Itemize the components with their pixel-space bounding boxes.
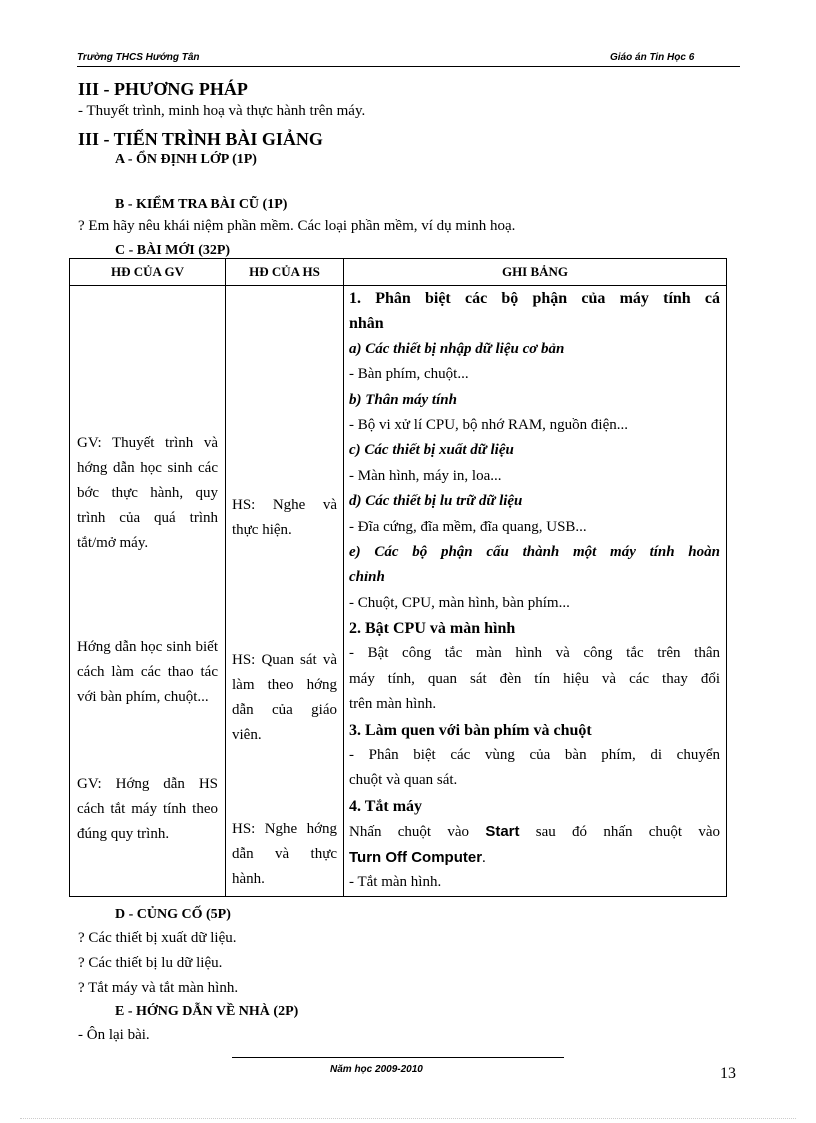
section-e-title: E - HỚNG DẪN VỀ NHÀ (2P) — [115, 1004, 299, 1019]
ghi-bang-a-text: - Bàn phím, chuột... — [349, 366, 469, 383]
ghi-bang-s4-line2 — [349, 845, 720, 870]
ghi-bang-e-line1: e) Các bộ phận cấu thành một máy tính hoàn — [349, 543, 720, 560]
ghi-bang-c-title: c) Các thiết bị xuất dữ liệu — [349, 442, 514, 459]
section-method-text: - Thuyết trình, minh hoạ và thực hành trên máy. — [78, 103, 366, 119]
ghi-bang-b-title: b) Thân máy tính — [349, 391, 457, 408]
table-header-gv: HĐ CỦA GV — [70, 259, 226, 286]
ghi-bang-s3-line1: - Phân biệt các vùng của bàn phím, di chuyển — [349, 747, 720, 764]
section-process-title: III - TIẾN TRÌNH BÀI GIẢNG — [78, 129, 323, 149]
section-a-title: A - ỔN ĐỊNH LỚP (1P) — [115, 152, 257, 167]
page-number: 13 — [720, 1065, 736, 1082]
page-bottom-edge — [20, 1118, 796, 1119]
section-c-title: C - BÀI MỚI (32P) — [115, 243, 231, 258]
ghi-bang-d-title: d) Các thiết bị lu trữ dữ liệu — [349, 493, 523, 510]
footer-rule — [232, 1057, 564, 1058]
section-b-question: ? Em hãy nêu khái niệm phần mềm. Các loại phần mềm, ví dụ minh hoạ. — [78, 218, 516, 234]
ghi-bang-s1-line2: nhân — [349, 315, 384, 333]
ghi-bang-e-line2: chỉnh — [349, 569, 385, 586]
ghi-bang-column — [344, 286, 727, 897]
gv-activity-3: GV: Hớng dẫn HS cách tắt máy tính theo đúng quy trình. — [77, 776, 218, 842]
gv-activity-1: GV: Thuyết trình và hớng dẫn học sinh các bớc thực hành, quy trình của quá trình tắt/mở máy. — [77, 435, 218, 551]
d-item-3: ? Tắt máy và tắt màn hình. — [78, 980, 239, 996]
gv-activity-2: Hớng dẫn học sinh biết cách làm các thao tác với bàn phím, chuột... — [77, 639, 218, 705]
ghi-bang-s4-last: - Tắt màn hình. — [349, 873, 442, 890]
ghi-bang-content — [349, 286, 720, 895]
header-subject: Giáo án Tin Học 6 — [610, 52, 695, 63]
lesson-table — [69, 258, 727, 897]
section-d-title: D - CỦNG CỐ (5P) — [115, 907, 231, 922]
ghi-bang-c-text: - Màn hình, máy in, loa... — [349, 467, 502, 484]
ghi-bang-s4-line1 — [349, 819, 720, 844]
ghi-bang-s2-line2: máy tính, quan sát đèn tín hiệu và các thay đổi — [349, 670, 720, 687]
ghi-bang-d-text: - Đĩa cứng, đĩa mềm, đĩa quang, USB... — [349, 518, 587, 535]
ghi-bang-s2-title: 2. Bật CPU và màn hình — [349, 620, 516, 638]
table-header-ghi-bang: GHI BẢNG — [344, 259, 727, 286]
d-item-1: ? Các thiết bị xuất dữ liệu. — [78, 930, 237, 946]
turn-off-keyword: Turn Off Computer — [349, 848, 483, 866]
hs-activity-1: HS: Nghe và thực hiện. — [232, 497, 337, 538]
section-b-title: B - KIỂM TRA BÀI CŨ (1P) — [115, 197, 288, 212]
ghi-bang-s2-line1: - Bật công tắc màn hình và công tắc trên thân — [349, 645, 720, 662]
start-keyword: Start — [485, 823, 520, 841]
ghi-bang-a-title: a) Các thiết bị nhập dữ liệu cơ bản — [349, 340, 565, 357]
d-item-2: ? Các thiết bị lu dữ liệu. — [78, 955, 223, 971]
ghi-bang-s1-line1: 1. Phân biệt các bộ phận của máy tính cá — [349, 290, 720, 307]
gv-column — [70, 286, 226, 897]
section-e-text: - Ôn lại bài. — [78, 1027, 150, 1043]
s4-mid-text: sau đó nhấn chuột vào — [535, 824, 720, 841]
hs-column — [226, 286, 344, 897]
ghi-bang-b-text: - Bộ vi xử lí CPU, bộ nhớ RAM, nguồn điện... — [349, 416, 628, 433]
ghi-bang-s2-line3: trên màn hình. — [349, 696, 437, 713]
table-header-row — [70, 259, 727, 286]
ghi-bang-e-text: - Chuột, CPU, màn hình, bàn phím... — [349, 594, 570, 611]
ghi-bang-s3-line2: chuột và quan sát. — [349, 772, 458, 789]
ghi-bang-s3-title: 3. Làm quen với bàn phím và chuột — [349, 721, 592, 739]
table-header-hs: HĐ CỦA HS — [226, 259, 344, 286]
s4-end-text: . — [482, 849, 486, 866]
ghi-bang-s4-title: 4. Tắt máy — [349, 797, 423, 815]
header-rule — [77, 66, 740, 67]
footer-year: Năm học 2009-2010 — [330, 1064, 423, 1075]
hs-activity-2: HS: Quan sát và làm theo hớng dẫn của giáo viên. — [232, 652, 337, 743]
section-method-title: III - PHƯƠNG PHÁP — [78, 79, 248, 99]
table-row — [70, 286, 727, 897]
s4-pre-text: Nhấn chuột vào — [349, 824, 470, 841]
header-school: Trường THCS Hướng Tân — [77, 52, 200, 63]
hs-activity-3: HS: Nghe hớng dẫn và thực hành. — [232, 821, 337, 887]
